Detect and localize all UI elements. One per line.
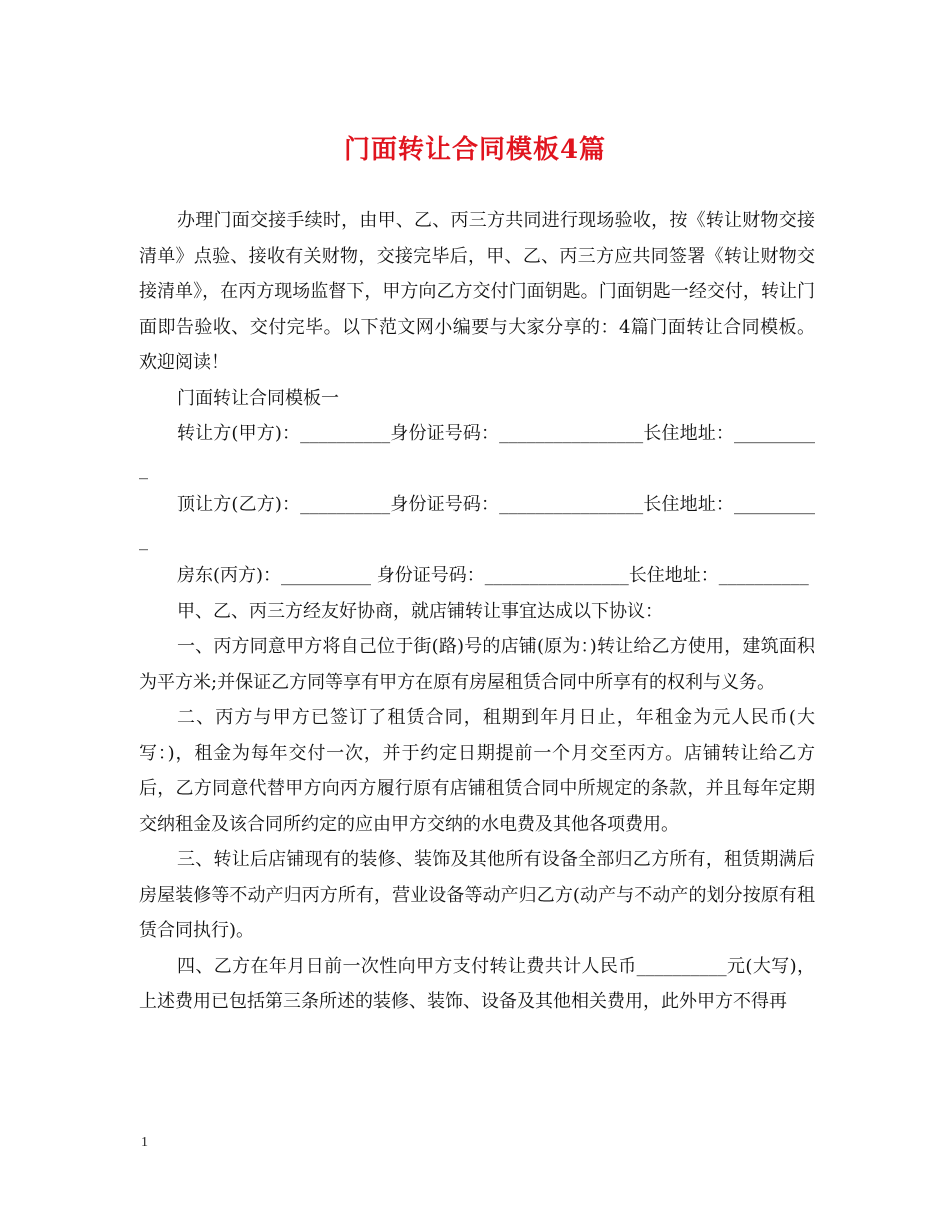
document-body [139,203,815,1020]
party-c-line: 房东(丙方)：__________ 身份证号码：________________长住地址：__________ [177,565,809,586]
party-b-line: 顶让方(乙方)：__________身份证号码：________________长住地址：__________ [139,494,815,551]
clause-3: 三、转让后店铺现有的装修、装饰及其他所有设备全部归乙方所有，租赁期满后房屋装修等不动产归丙方所有，营业设备等动产归乙方(动产与不动产的划分按原有租赁合同执行)。 [139,849,815,941]
intro-paragraph: 办理门面交接手续时，由甲、乙、丙三方共同进行现场验收，按《转让财物交接清单》点验、接收有关财物，交接完毕后，甲、乙、丙三方应共同签署《转让财物交接清单》，在丙方现场监督下，甲方向乙方交付门面钥匙。门面钥匙一经交付，转让门面即告验收、交付完毕。以下范文网小编要与大家分享的：4篇门面转让合同模板。欢迎阅读！ [139,210,815,373]
party-a-line: 转让方(甲方)：__________身份证号码：________________长住地址：__________ [139,423,815,480]
section-heading: 门面转让合同模板一 [177,387,339,409]
clause-4: 四、乙方在年月日前一次性向甲方支付转让费共计人民币__________元(大写)，上述费用已包括第三条所述的装修、装饰、设备及其他相关费用，此外甲方不得再 [139,955,815,1012]
clause-2: 二、丙方与甲方已签订了租赁合同，租期到年月日止，年租金为元人民币(大写：)，租金为每年交付一次，并于约定日期提前一个月交至丙方。店铺转让给乙方后，乙方同意代替甲方向丙方履行原有店铺租赁合同中所规定的条款，并且每年定期交纳租金及该合同所约定的应由甲方交纳的水电费及其他各项费用。 [139,707,815,835]
document-title: 门面转让合同模板4篇 [343,135,607,165]
page-number: 1 [141,1135,148,1150]
agreement-intro: 甲、乙、丙三方经友好协商，就店铺转让事宜达成以下协议： [177,600,663,622]
clause-1: 一、丙方同意甲方将自己位于街(路)号的店铺(原为：)转让给乙方使用，建筑面积为平方米;并保证乙方同等享有甲方在原有房屋租赁合同中所享有的权利与义务。 [139,636,815,693]
